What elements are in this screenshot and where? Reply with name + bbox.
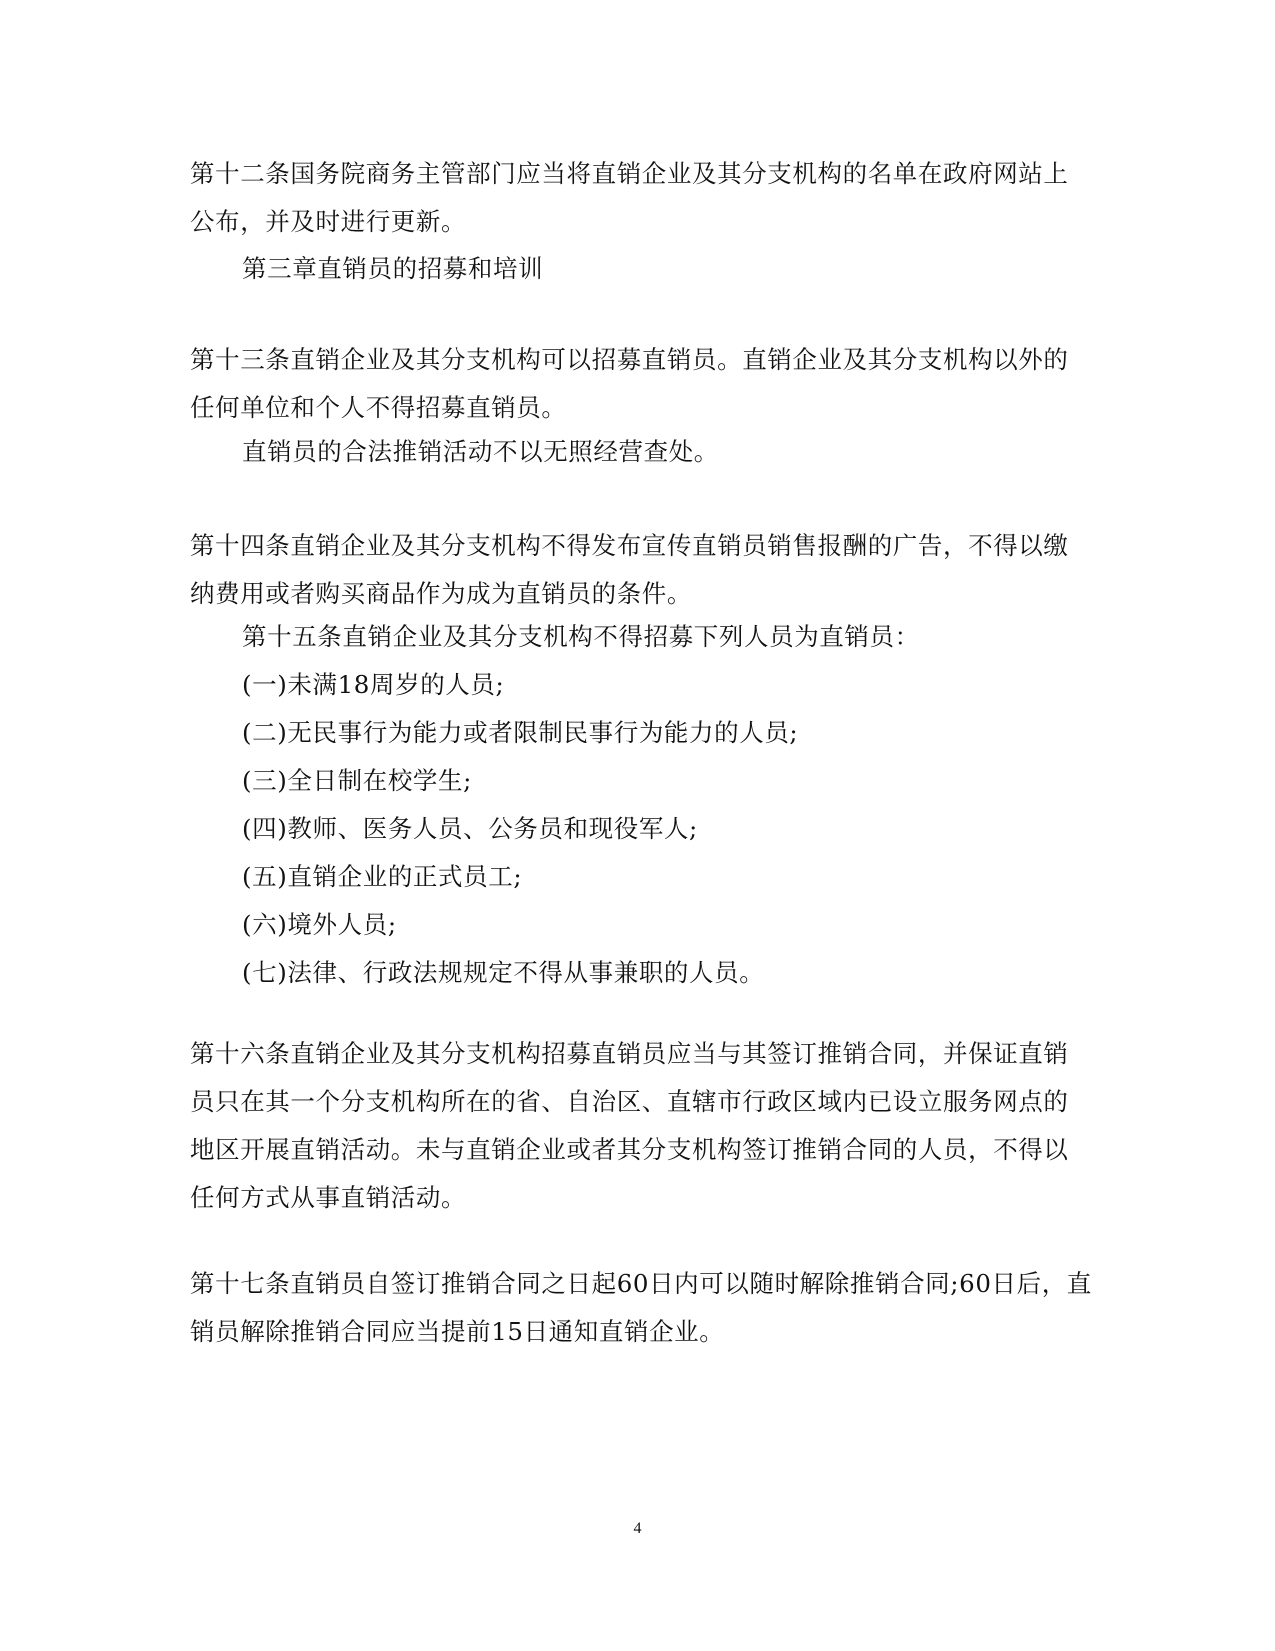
article-13-line-1: 第十三条直销企业及其分支机构可以招募直销员。直销企业及其分支机构以外的 — [190, 345, 1069, 374]
article-16 — [190, 1030, 1070, 1222]
page-number: 4 — [633, 1520, 642, 1537]
article-12 — [190, 150, 1070, 246]
chapter-3-title — [242, 245, 1070, 293]
article-12-line-2: 公布，并及时进行更新。 — [190, 207, 467, 236]
article-15-item-2: (二)无民事行为能力或者限制民事行为能力的人员; — [242, 718, 799, 747]
article-14-line-1: 第十四条直销企业及其分支机构不得发布宣传直销员销售报酬的广告，不得以缴 — [190, 531, 1069, 560]
article-14 — [190, 522, 1070, 618]
article-15-item-7: (七)法律、行政法规规定不得从事兼职的人员。 — [242, 958, 765, 987]
article-17 — [190, 1260, 1092, 1356]
chapter-3-title-text: 第三章直销员的招募和培训 — [242, 254, 544, 283]
article-15-item-6: (六)境外人员; — [242, 910, 397, 939]
article-17-line-1: 第十七条直销员自签订推销合同之日起60日内可以随时解除推销合同;60日后，直 — [190, 1269, 1092, 1298]
article-13-line-2: 任何单位和个人不得招募直销员。 — [190, 393, 567, 422]
article-16-line-4: 任何方式从事直销活动。 — [190, 1183, 467, 1212]
article-15-item-4: (四)教师、医务人员、公务员和现役军人; — [242, 814, 698, 843]
article-16-line-3: 地区开展直销活动。未与直销企业或者其分支机构签订推销合同的人员，不得以 — [190, 1135, 1069, 1164]
article-15-item-5: (五)直销企业的正式员工; — [242, 862, 523, 891]
article-15-item-1: (一)未满18周岁的人员; — [242, 670, 505, 699]
article-15 — [242, 613, 1070, 997]
article-16-line-1: 第十六条直销企业及其分支机构招募直销员应当与其签订推销合同，并保证直销 — [190, 1039, 1069, 1068]
article-13-paragraph-2 — [242, 428, 1070, 476]
article-13 — [190, 336, 1070, 432]
article-15-intro: 第十五条直销企业及其分支机构不得招募下列人员为直销员： — [242, 622, 920, 651]
article-12-line-1: 第十二条国务院商务主管部门应当将直销企业及其分支机构的名单在政府网站上 — [190, 159, 1069, 188]
article-16-line-2: 员只在其一个分支机构所在的省、自治区、直辖市行政区域内已设立服务网点的 — [190, 1087, 1069, 1116]
article-15-item-3: (三)全日制在校学生; — [242, 766, 472, 795]
article-13-paragraph-2-text: 直销员的合法推销活动不以无照经营查处。 — [242, 437, 719, 466]
article-14-line-2: 纳费用或者购买商品作为成为直销员的条件。 — [190, 579, 692, 608]
article-17-line-2: 销员解除推销合同应当提前15日通知直销企业。 — [190, 1317, 725, 1346]
